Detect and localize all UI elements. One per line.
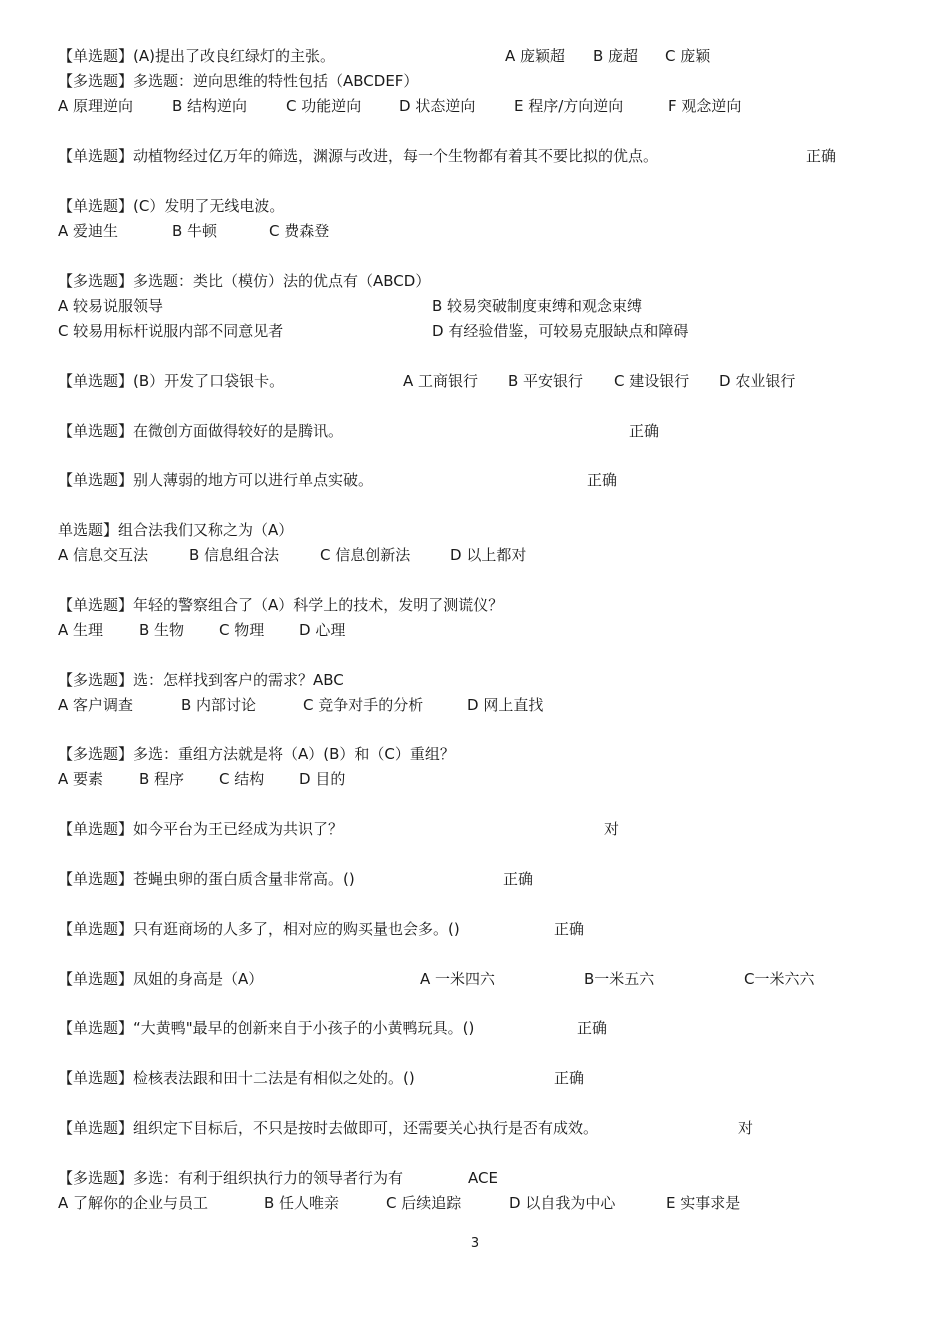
question-text: 【单选题】别人薄弱的地方可以进行单点实破。	[58, 471, 374, 489]
question-text: A 了解你的企业与员工	[58, 1194, 209, 1212]
question-text: 【单选题】组织定下目标后，不只是按时去做即可，还需要关心执行是否有成效。	[58, 1119, 599, 1137]
option-text: C 竞争对手的分析	[303, 696, 424, 714]
question-text: 【单选题】苍蝇虫卵的蛋白质含量非常高。()	[58, 870, 355, 888]
question-text: 【单选题】“大黄鸭"最早的创新来自于小孩子的小黄鸭玩具。()	[58, 1019, 475, 1037]
option-text: C 建设银行	[614, 372, 690, 390]
question-text: A 要素	[58, 770, 104, 788]
question-text: 【单选题】如今平台为王已经成为共识了？	[58, 820, 344, 838]
question-text: A 原理逆向	[58, 97, 134, 115]
question-text: 【单选题】凤姐的身高是（A）	[58, 970, 264, 988]
option-text: 正确	[629, 422, 660, 440]
question-text: 【单选题】动植物经过亿万年的筛选，渊源与改进，每一个生物都有着其不要比拟的优点。	[58, 147, 659, 165]
question-text: 【单选题】只有逛商场的人多了，相对应的购买量也会多。()	[58, 920, 460, 938]
question-text: 【多选题】多选：重组方法就是将（A）(B）和（C）重组？	[58, 745, 455, 763]
option-text: B 牛顿	[172, 222, 218, 240]
option-text: B 结构逆向	[172, 97, 248, 115]
question-text: 【多选题】选：怎样找到客户的需求？ABC	[58, 671, 344, 689]
page-number: 3	[470, 1236, 480, 1251]
option-text: B 较易突破制度束缚和观念束缚	[432, 297, 643, 315]
option-text: D 状态逆向	[399, 97, 476, 115]
option-text: D 农业银行	[719, 372, 796, 390]
question-text: 单选题】组合法我们又称之为（A）	[58, 521, 294, 539]
question-text: A 客户调查	[58, 696, 134, 714]
question-text: A 生理	[58, 621, 104, 639]
option-text: C 结构	[219, 770, 265, 788]
option-text: B 内部讨论	[181, 696, 257, 714]
option-text: 正确	[806, 147, 837, 165]
option-text: D 以上都对	[450, 546, 527, 564]
option-text: 正确	[503, 870, 534, 888]
question-text: A 爱迪生	[58, 222, 119, 240]
question-text: 【单选题】(B）开发了口袋银卡。	[58, 372, 285, 390]
option-text: 正确	[587, 471, 618, 489]
question-text: A 较易说服领导	[58, 297, 164, 315]
question-text: 【单选题】年轻的警察组合了（A）科学上的技术，发明了测谎仪？	[58, 596, 504, 614]
option-text: A 工商银行	[403, 372, 479, 390]
question-text: A 信息交互法	[58, 546, 149, 564]
option-text: D 网上直找	[467, 696, 544, 714]
question-text: 【单选题】(A)提出了改良红绿灯的主张。	[58, 47, 335, 65]
option-text: 正确	[554, 1069, 585, 1087]
option-text: C 庞颖	[665, 47, 711, 65]
option-text: B 任人唯亲	[264, 1194, 340, 1212]
option-text: C 信息创新法	[320, 546, 411, 564]
option-text: C 费森登	[269, 222, 330, 240]
question-text: 【多选题】多选：有利于组织执行力的领导者行为有	[58, 1169, 404, 1187]
question-text: 【多选题】多选题：逆向思维的特性包括（ABCDEF）	[58, 72, 419, 90]
option-text: D 有经验借鉴，可较易克服缺点和障碍	[432, 322, 689, 340]
option-text: 正确	[577, 1019, 608, 1037]
option-text: B一米五六	[584, 970, 655, 988]
option-text: D 心理	[299, 621, 346, 639]
option-text: C 功能逆向	[286, 97, 362, 115]
option-text: 对	[738, 1119, 754, 1137]
option-text: B 生物	[139, 621, 185, 639]
option-text: B 平安银行	[508, 372, 584, 390]
option-text: E 实事求是	[666, 1194, 741, 1212]
question-text: 【单选题】(C）发明了无线电波。	[58, 197, 285, 215]
option-text: B 信息组合法	[189, 546, 280, 564]
option-text: B 庞超	[593, 47, 639, 65]
option-text: 对	[604, 820, 620, 838]
question-text: 【单选题】检核表法跟和田十二法是有相似之处的。()	[58, 1069, 415, 1087]
option-text: A 庞颖超	[505, 47, 566, 65]
option-text: F 观念逆向	[668, 97, 742, 115]
option-text: ACE	[468, 1169, 498, 1187]
option-text: C 物理	[219, 621, 265, 639]
question-text: 【单选题】在微创方面做得较好的是腾讯。	[58, 422, 344, 440]
option-text: D 以自我为中心	[509, 1194, 616, 1212]
option-text: C 后续追踪	[386, 1194, 462, 1212]
option-text: B 程序	[139, 770, 185, 788]
question-text: C 较易用标杆说服内部不同意见者	[58, 322, 284, 340]
option-text: 正确	[554, 920, 585, 938]
option-text: E 程序/方向逆向	[514, 97, 624, 115]
option-text: A 一米四六	[420, 970, 496, 988]
option-text: D 目的	[299, 770, 346, 788]
option-text: C一米六六	[744, 970, 815, 988]
question-text: 【多选题】多选题：类比（模仿）法的优点有（ABCD）	[58, 272, 431, 290]
